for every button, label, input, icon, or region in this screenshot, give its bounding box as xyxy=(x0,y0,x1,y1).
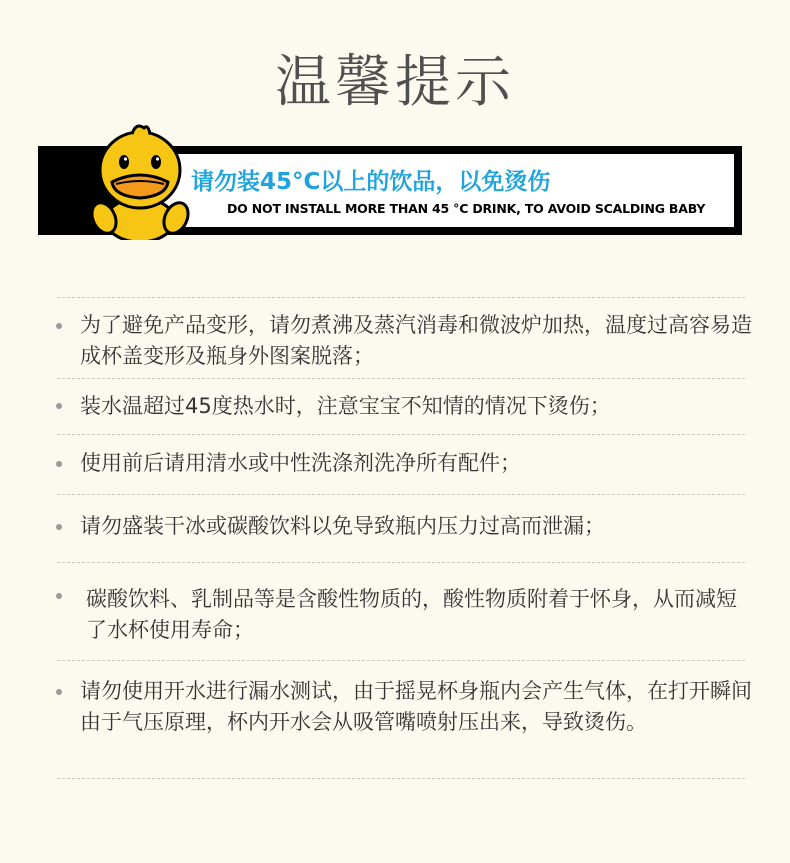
divider xyxy=(57,660,745,661)
tip-item: 为了避免产品变形，请勿煮沸及蒸汽消毒和微波炉加热，温度过高容易造成杯盖变形及瓶身外图案脱落； xyxy=(80,313,752,368)
warning-text-en: DO NOT INSTALL MORE THAN 45 °C DRINK, TO AVOID SCALDING BABY xyxy=(227,201,706,216)
bullet-icon xyxy=(56,323,62,329)
bullet-icon xyxy=(56,524,62,530)
divider xyxy=(57,378,745,379)
bullet-icon xyxy=(56,593,62,599)
tip-item: 碳酸饮料、乳制品等是含酸性物质的，酸性物质附着于怀身，从而减短了水杯使用寿命； xyxy=(86,587,737,642)
divider xyxy=(57,778,745,779)
bullet-icon xyxy=(56,403,62,409)
warning-text-cn: 请勿装45°C以上的饮品，以免烫伤 xyxy=(191,169,551,195)
divider xyxy=(57,562,745,563)
tip-item: 请勿使用开水进行漏水测试，由于摇晃杯身瓶内会产生气体，在打开瞬间由于气压原理，杯内开水会从吸管嘴喷射压出来，导致烫伤。 xyxy=(80,679,752,734)
divider xyxy=(57,434,745,435)
page-title: 温馨提示 xyxy=(275,50,515,115)
divider xyxy=(57,297,745,298)
tip-item: 使用前后请用清水或中性洗涤剂洗净所有配件； xyxy=(80,451,521,475)
bullet-icon xyxy=(56,689,62,695)
bullet-icon xyxy=(56,461,62,467)
tip-item: 装水温超过45度热水时，注意宝宝不知情的情况下烫伤； xyxy=(80,394,611,418)
tip-item: 请勿盛装干冰或碳酸饮料以免导致瓶内压力过高而泄漏； xyxy=(80,514,605,538)
divider xyxy=(57,494,745,495)
